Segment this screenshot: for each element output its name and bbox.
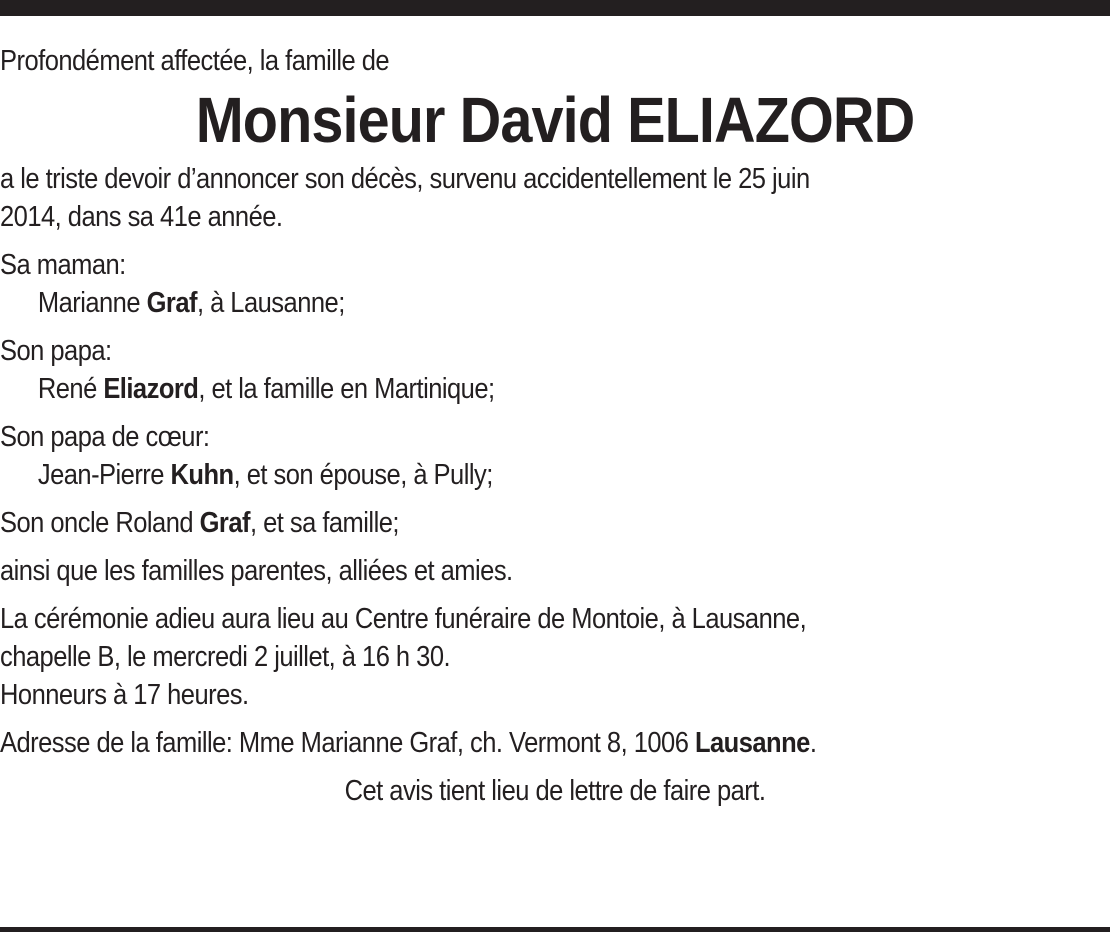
address-suffix: . [809, 727, 817, 759]
heart-father-label: Son papa de cœur: [0, 421, 210, 453]
ceremony-line-2: chapelle B, le mercredi 2 juillet, à 16 h 30. [0, 641, 451, 673]
heart-father-rest: , et son épouse, à Pully; [233, 459, 493, 491]
uncle-rest: , et sa famille; [249, 507, 399, 539]
obituary-notice [0, 42, 1110, 810]
heart-father-surname: Kuhn [170, 459, 234, 491]
top-rule [0, 0, 1110, 16]
father-rest: , et la famille en Martinique; [198, 373, 495, 405]
father-label: Son papa: [0, 335, 112, 367]
mother-rest: , à Lausanne; [196, 287, 345, 319]
mother-entry [0, 284, 977, 322]
intro-line: Profondément affectée, la famille de [0, 45, 390, 77]
mother-label: Sa maman: [0, 249, 126, 281]
bottom-rule [0, 927, 1110, 932]
father-surname: Eliazord [103, 373, 199, 405]
heart-father-entry [0, 456, 977, 494]
families-line: ainsi que les familles parentes, alliées et amies. [0, 555, 513, 587]
family-address [0, 724, 977, 762]
announcement-line-1: a le triste devoir d’annoncer son décès, survenu accidentellement le 25 juin [0, 163, 810, 195]
ceremony-line-1: La cérémonie adieu aura lieu au Centre funéraire de Montoie, à Lausanne, [0, 603, 807, 635]
father-entry [0, 370, 977, 408]
address-city: Lausanne [694, 727, 810, 759]
announcement-line-2: 2014, dans sa 41e année. [0, 201, 283, 233]
uncle-surname: Graf [199, 507, 250, 539]
uncle-entry [0, 504, 977, 542]
heart-father-first-name: Jean-Pierre [37, 459, 164, 491]
uncle-prefix: Son oncle Roland [0, 507, 194, 539]
honours-line: Honneurs à 17 heures. [0, 679, 249, 711]
closing-line: Cet avis tient lieu de lettre de faire part. [344, 775, 766, 807]
address-prefix: Adresse de la famille: Mme Marianne Graf, ch. Vermont 8, 1006 [0, 727, 689, 759]
father-first-name: René [37, 373, 97, 405]
mother-first-name: Marianne [37, 287, 141, 319]
deceased-name: Monsieur David ELIAZORD [195, 84, 915, 156]
mother-surname: Graf [146, 287, 197, 319]
